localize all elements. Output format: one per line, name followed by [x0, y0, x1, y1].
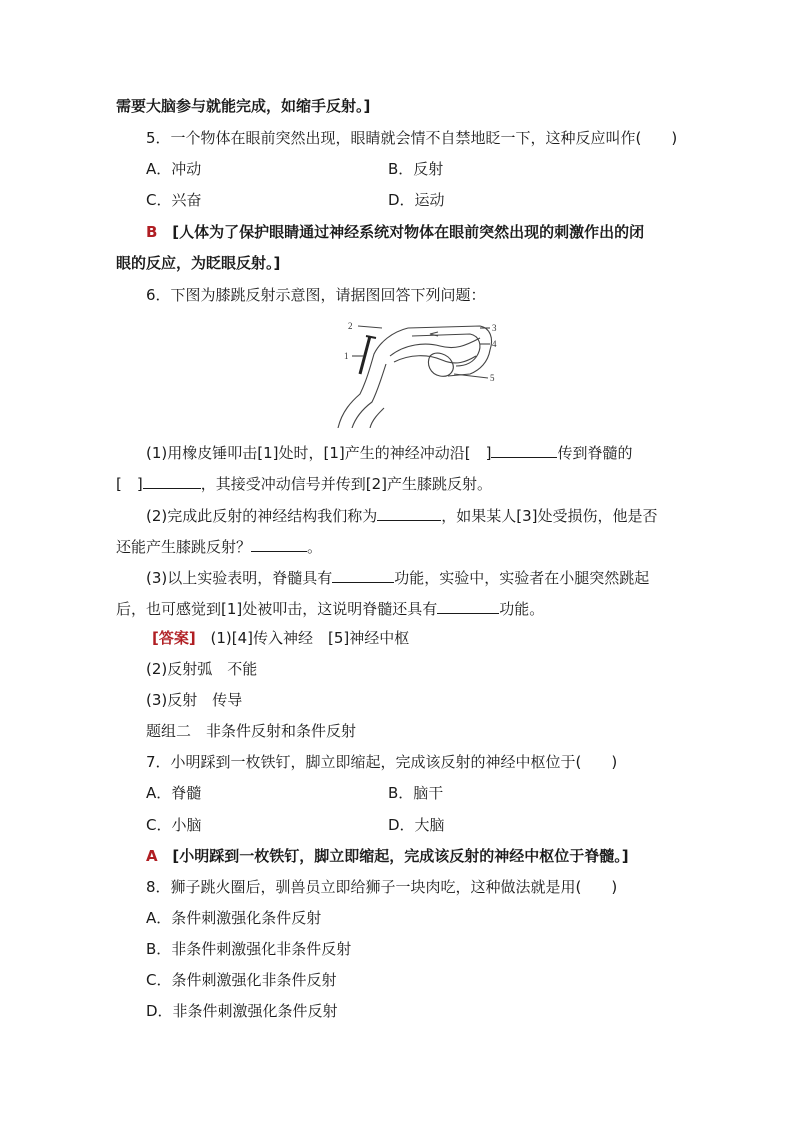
- q5-option-d: D．运动: [388, 191, 445, 209]
- q7-stem: 7．小明踩到一枚铁钉，脚立即缩起，完成该反射的神经中枢位于( ): [146, 753, 618, 771]
- figure-label-1: 1: [344, 351, 349, 361]
- q6-part1-text-b: 传到脊髓的: [557, 444, 633, 462]
- q6-part1-text-a: (1)用橡皮锤叩击[1]处时，[1]产生的神经冲动沿[ ]: [146, 444, 492, 462]
- q5-explanation-line1: [人体为了保护眼睛通过神经系统对物体在眼前突然出现的刺激作出的闭: [172, 223, 645, 241]
- q8-option-d: D．非条件刺激强化条件反射: [146, 1002, 338, 1020]
- figure-label-4: 4: [492, 339, 497, 349]
- q6-part1-text-c: [ ]: [116, 475, 143, 493]
- knee-jerk-diagram-svg: [330, 316, 500, 428]
- q6-part2-text-b: ，如果某人[3]处受损伤，他是否: [441, 507, 658, 525]
- q5-answer: B: [146, 223, 158, 241]
- q5-option-c: C．兴奋: [146, 191, 202, 209]
- q6-answer-1: (1)[4]传入神经 [5]神经中枢: [210, 629, 410, 647]
- q6-part2-text-c: 还能产生膝跳反射？: [116, 538, 252, 556]
- q7-option-b: B．脑干: [388, 784, 444, 802]
- q7-explanation: [146, 846, 629, 866]
- q6-part1-blank1: [491, 441, 557, 458]
- q6-part1-line1: [146, 441, 632, 463]
- q6-part2-line2: [116, 535, 322, 557]
- q7-option-a: A．脊髓: [146, 784, 202, 802]
- q8-option-a: A．条件刺激强化条件反射: [146, 909, 322, 927]
- q7-option-d: D．大脑: [388, 816, 445, 834]
- q5-option-a: A．冲动: [146, 160, 202, 178]
- q6-part3-text-c: 后，也可感觉到[1]处被叩击，这说明脊髓还具有: [116, 600, 438, 618]
- q6-answer-tag: [答案]: [152, 629, 196, 647]
- figure-label-5: 5: [490, 373, 495, 383]
- q6-part3-blank2: [437, 597, 499, 614]
- q8-stem: 8．狮子跳火圈后，驯兽员立即给狮子一块肉吃，这种做法就是用( ): [146, 878, 618, 896]
- q6-answer-line1: [152, 628, 409, 648]
- q8-option-b: B．非条件刺激强化非条件反射: [146, 940, 352, 958]
- figure-label-2: 2: [348, 321, 353, 331]
- q6-part1-line2: [116, 472, 492, 494]
- q6-part1-text-d: ，其接受冲动信号并传到[2]产生膝跳反射。: [200, 475, 492, 493]
- q6-answer-3: (3)反射 传导: [146, 691, 243, 709]
- group2-title: 题组二 非条件反射和条件反射: [146, 722, 357, 740]
- q7-answer: A: [146, 847, 158, 865]
- q4-explanation-tail: 需要大脑参与就能完成，如缩手反射。]: [116, 97, 371, 115]
- q8-option-c: C．条件刺激强化非条件反射: [146, 971, 337, 989]
- q6-answer-2: (2)反射弧 不能: [146, 660, 258, 678]
- q6-part3-text-b: 功能，实验中，实验者在小腿突然跳起: [394, 569, 650, 587]
- q6-part3-line2: [116, 597, 544, 619]
- knee-jerk-reflex-diagram: [330, 316, 500, 428]
- q6-part2-text-d: 。: [307, 538, 323, 556]
- figure-label-3: 3: [492, 323, 497, 333]
- q6-part3-text-a: (3)以上实验表明，脊髓具有: [146, 569, 333, 587]
- q5-explanation-line2: 眼的反应，为眨眼反射。]: [116, 254, 281, 272]
- q5-explanation: [146, 222, 644, 242]
- q6-part3-blank1: [332, 566, 394, 583]
- q6-part1-blank2: [143, 472, 201, 489]
- q6-stem: 6．下图为膝跳反射示意图，请据图回答下列问题：: [146, 286, 486, 304]
- q6-part2-blank1: [377, 504, 441, 521]
- q6-part2-blank2: [251, 535, 307, 552]
- q6-part3-text-d: 功能。: [499, 600, 545, 618]
- q7-option-c: C．小脑: [146, 816, 202, 834]
- q7-explanation-text: [小明踩到一枚铁钉，脚立即缩起，完成该反射的神经中枢位于脊髓。]: [172, 847, 629, 865]
- q5-option-b: B．反射: [388, 160, 444, 178]
- q6-part3-line1: [146, 566, 649, 588]
- q5-stem: 5．一个物体在眼前突然出现，眼睛就会情不自禁地眨一下，这种反应叫作( ): [146, 129, 678, 147]
- q6-part2-text-a: (2)完成此反射的神经结构我们称为: [146, 507, 378, 525]
- q6-part2-line1: [146, 504, 658, 526]
